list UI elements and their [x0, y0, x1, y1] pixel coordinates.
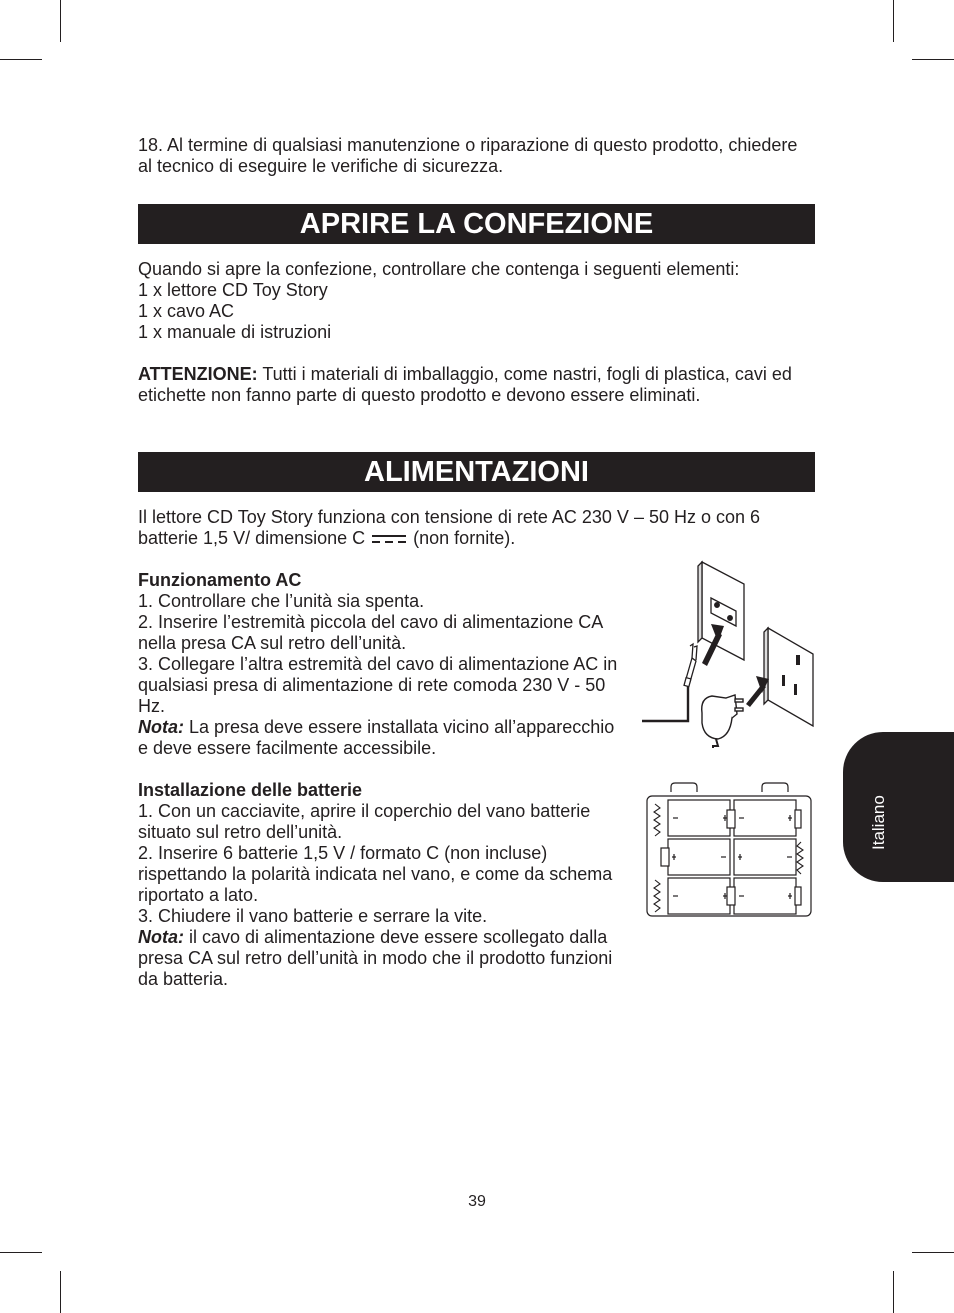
battery-step: 3. Chiudere il vano batterie e serrare la vite.: [138, 906, 488, 926]
note-text: La presa deve essere installata vicino all’apparecchio e deve essere facilmente accessibile.: [138, 717, 615, 758]
crop-mark: [60, 0, 61, 42]
power-intro: Il lettore CD Toy Story funziona con tensione di rete AC 230 V – 50 Hz o con 6 batterie 1,5 V/ dimensione C (non fornite).: [138, 507, 761, 548]
section-heading-alimentazioni: ALIMENTAZIONI: [138, 452, 815, 492]
ac-step: 1. Controllare che l’unità sia spenta.: [138, 591, 425, 611]
note-label: Nota:: [138, 927, 184, 947]
crop-mark: [912, 1252, 954, 1253]
package-item: 1 x lettore CD Toy Story: [138, 280, 328, 300]
section-heading-confezione: APRIRE LA CONFEZIONE: [138, 204, 815, 244]
package-lead: Quando si apre la confezione, controllare che contenga i seguenti elementi:: [138, 259, 740, 279]
warning-label: ATTENZIONE:: [138, 364, 258, 384]
warning-text: Tutti i materiali di imballaggio, come nastri, fogli di plastica, cavi ed etichette non fanno parte di questo prodotto e devono essere eliminati.: [138, 364, 792, 405]
crop-mark: [893, 1271, 894, 1313]
package-item: 1 x manuale di istruzioni: [138, 322, 332, 342]
battery-installation: [138, 780, 636, 990]
dc-symbol-icon: [372, 533, 406, 545]
page-number: 39: [468, 1193, 486, 1210]
ac-connection-illustration: [638, 558, 818, 748]
crop-mark: [0, 1252, 42, 1253]
ac-operation: [138, 570, 628, 759]
package-contents: [138, 259, 815, 406]
ac-note: [138, 717, 628, 759]
safety-item-18: 18. Al termine di qualsiasi manutenzione o riparazione di questo prodotto, chiedere al tecnico di eseguire le verifiche di sicurezza.: [138, 135, 798, 176]
language-tab: [843, 732, 954, 882]
ac-step: 3. Collegare l’altra estremità del cavo di alimentazione AC in qualsiasi presa di alimentazione di rete comoda 230 V - 50 Hz.: [138, 654, 618, 716]
note-label: Nota:: [138, 717, 184, 737]
battery-compartment-diagram: [645, 782, 815, 918]
battery-step: 2. Inserire 6 batterie 1,5 V / formato C (non incluse) rispettando la polarità indicata nel vano, e come da schema riportato a lato.: [138, 843, 613, 905]
battery-step: 1. Con un cacciavite, aprire il coperchio del vano batterie situato sul retro dell’unità.: [138, 801, 591, 842]
note-text: il cavo di alimentazione deve essere scollegato dalla presa CA sul retro dell’unità in modo che il prodotto funzioni da batteria.: [138, 927, 613, 989]
package-warning: [138, 364, 798, 406]
crop-mark: [893, 0, 894, 42]
crop-mark: [912, 59, 954, 60]
battery-note: [138, 927, 636, 990]
crop-mark: [0, 59, 42, 60]
ac-title: Funzionamento AC: [138, 570, 302, 590]
package-item: 1 x cavo AC: [138, 301, 235, 321]
crop-mark: [60, 1271, 61, 1313]
battery-title: Installazione delle batterie: [138, 780, 363, 800]
ac-step: 2. Inserire l’estremità piccola del cavo di alimentazione CA nella presa CA sul retro dell’unità.: [138, 612, 603, 653]
language-tab-label: Italiano: [869, 795, 888, 850]
